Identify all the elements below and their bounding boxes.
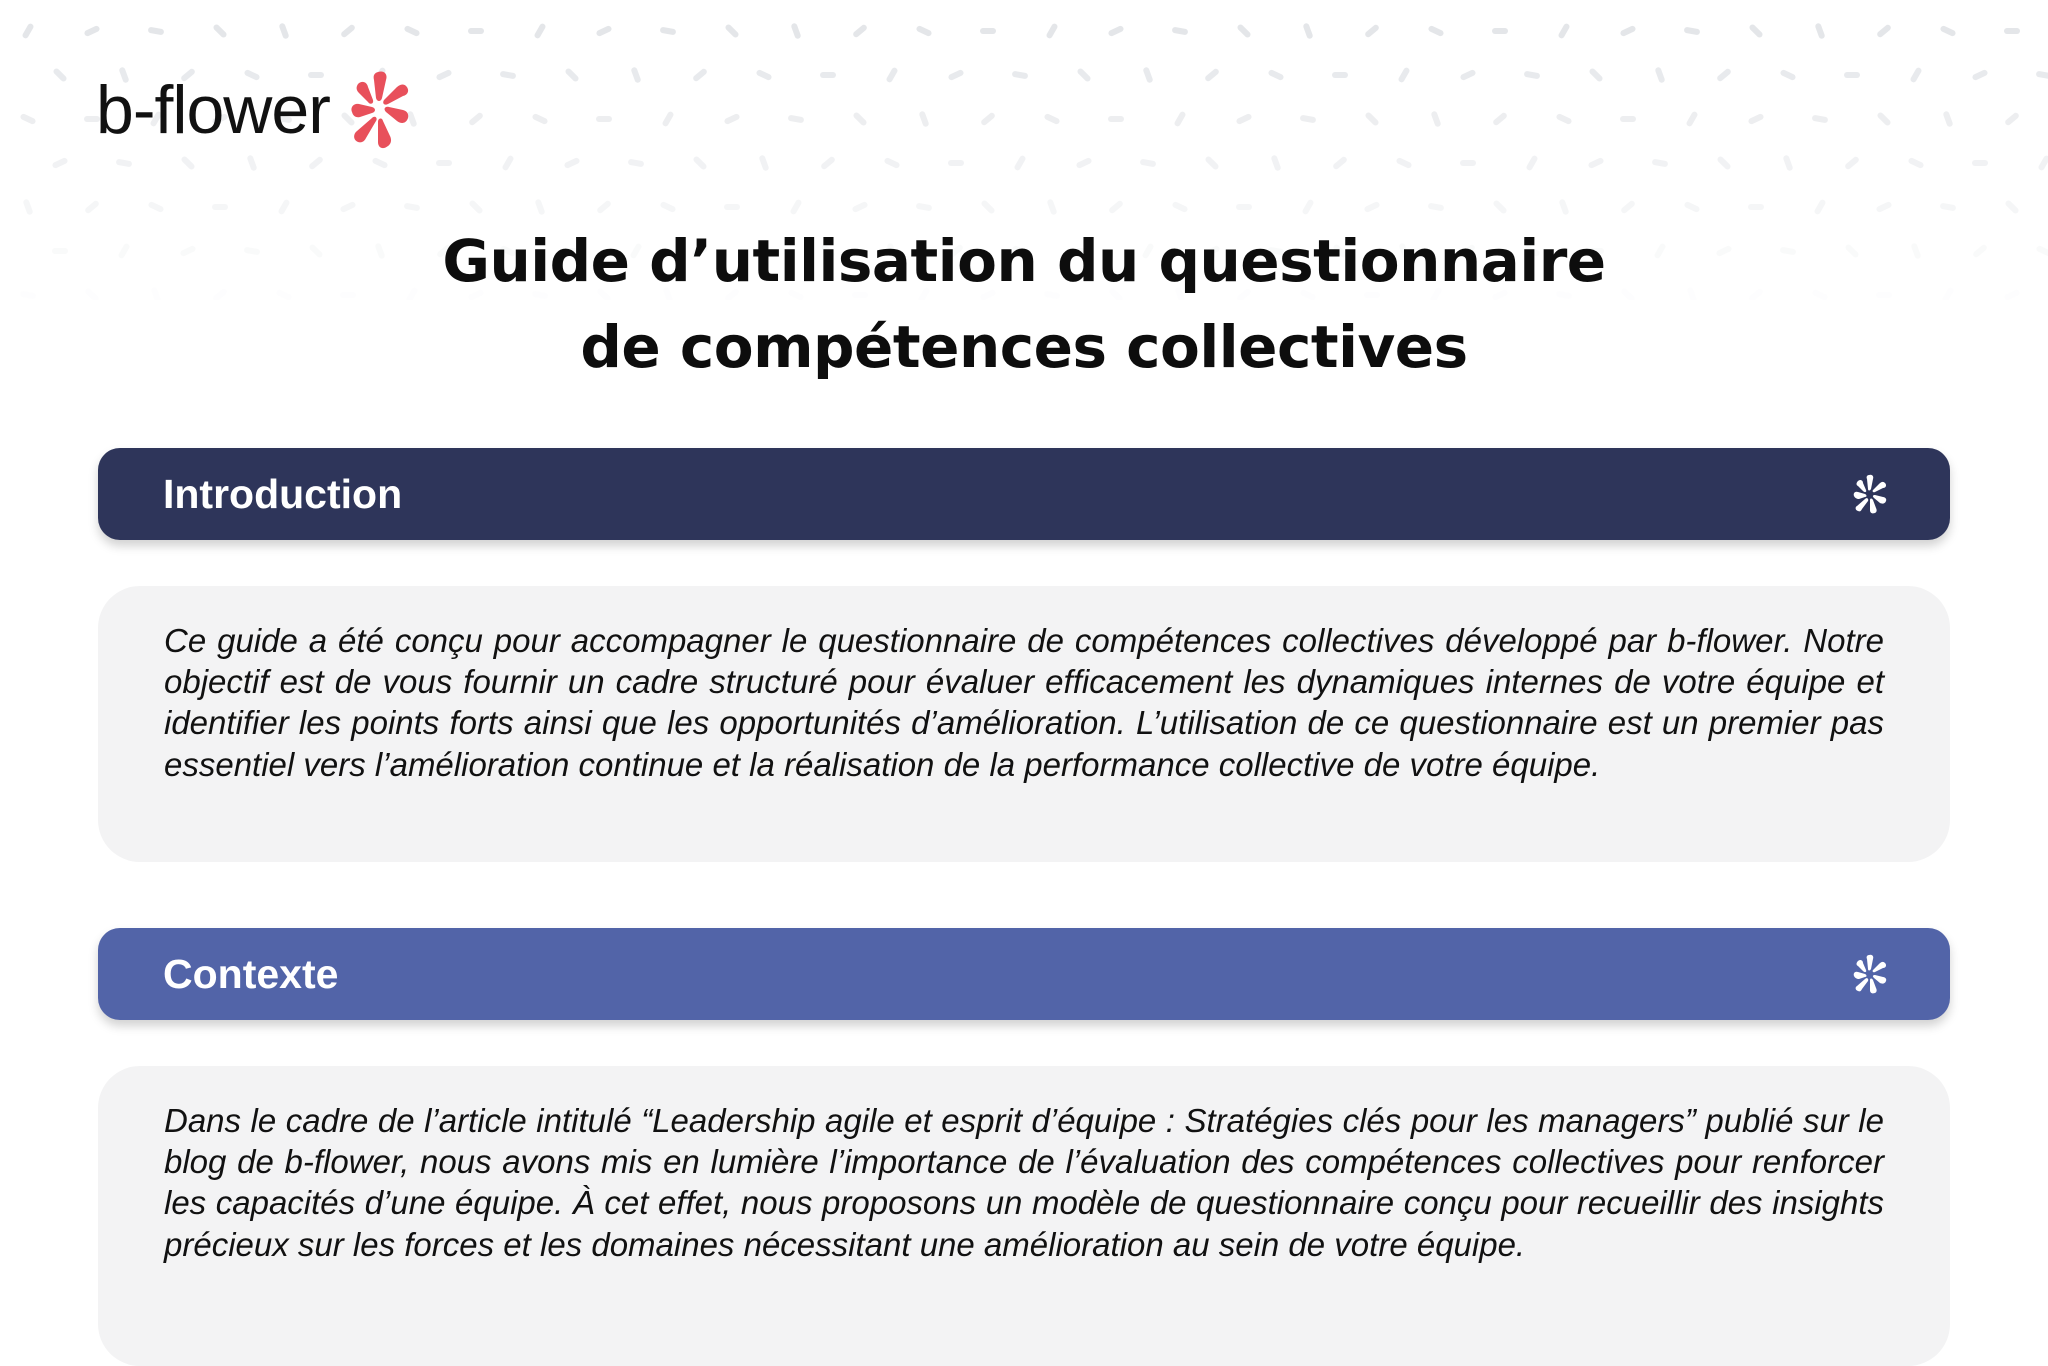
- pattern-dash: [1782, 154, 1793, 171]
- pattern-dash: [1652, 159, 1669, 168]
- pattern-dash: [1428, 203, 1445, 212]
- pattern-dash: [1140, 159, 1157, 168]
- pattern-dash: [1779, 69, 1796, 81]
- pattern-dash: [563, 157, 580, 169]
- section-text-introduction: Ce guide a été conçu pour accompagner le questionnaire de compétences collectives développé par b-flower. Notre objectif est de vous fournir un cadre structuré pour évaluer efficacement les dynamiques internes de votre équipe et identifier les points forts ainsi que les opportunités d’amélioration. L’utilisation de ce questionnaire est un premier pas essentiel vers l’amélioration continue et la réalisation de la performance collective de votre équipe.: [164, 622, 1884, 783]
- pattern-dash: [883, 157, 900, 169]
- pattern-dash: [1876, 111, 1892, 127]
- pattern-dash: [596, 116, 612, 122]
- pattern-dash: [1459, 69, 1476, 81]
- pattern-dash: [1684, 27, 1701, 36]
- pattern-dash: [660, 27, 677, 36]
- pattern-dash: [724, 23, 740, 39]
- pattern-dash: [2037, 155, 2048, 172]
- pattern-dash: [1812, 115, 1829, 124]
- pattern-dash: [852, 111, 868, 127]
- pattern-dash: [1620, 116, 1636, 122]
- pattern-dash: [724, 204, 740, 210]
- page-title-line-2: de compétences collectives: [580, 313, 1468, 381]
- pattern-dash: [1940, 203, 1957, 212]
- pattern-dash: [1654, 66, 1665, 83]
- pattern-dash: [2036, 71, 2048, 80]
- pattern-dash: [1395, 157, 1412, 169]
- pattern-dash: [19, 113, 36, 125]
- pattern-dash: [852, 24, 868, 39]
- pattern-dash: [1683, 201, 1700, 213]
- pattern-dash: [1492, 28, 1508, 34]
- pattern-dash: [1172, 27, 1189, 36]
- pattern-dash: [51, 157, 68, 169]
- pattern-dash: [1492, 112, 1508, 127]
- pattern-dash: [148, 27, 165, 36]
- pattern-dash: [1907, 157, 1924, 169]
- pattern-dash: [1364, 24, 1380, 39]
- pattern-dash: [1716, 68, 1732, 83]
- pattern-dash: [340, 24, 356, 39]
- pattern-dash: [885, 67, 898, 84]
- pattern-dash: [531, 113, 548, 125]
- pattern-dash: [947, 69, 964, 81]
- pattern-dash: [277, 199, 290, 216]
- pattern-dash: [820, 72, 836, 78]
- pattern-dash: [916, 203, 933, 212]
- pattern-dash: [1972, 160, 1988, 166]
- pattern-dash: [1620, 200, 1636, 215]
- pattern-dash: [659, 201, 676, 213]
- pattern-dash: [1909, 67, 1922, 84]
- pattern-dash: [22, 198, 33, 215]
- pattern-dash: [918, 110, 929, 127]
- pattern-dash: [1875, 201, 1892, 213]
- pattern-dash: [21, 23, 34, 40]
- pattern-dash: [1558, 198, 1569, 215]
- pattern-dash: [1971, 69, 1988, 81]
- pattern-dash: [371, 157, 388, 169]
- pattern-dash: [789, 199, 802, 216]
- pattern-dash: [758, 154, 769, 171]
- pattern-dash: [1363, 201, 1380, 213]
- section-title-introduction: Introduction: [163, 470, 403, 517]
- pattern-dash: [212, 204, 228, 210]
- section-header-contexte: [98, 928, 1950, 1020]
- pattern-dash: [1939, 25, 1956, 37]
- pattern-dash: [1844, 156, 1860, 171]
- pattern-dash: [1364, 111, 1380, 127]
- pattern-dash: [1108, 200, 1124, 215]
- pattern-dash: [692, 68, 708, 83]
- pattern-dash: [1045, 23, 1058, 40]
- pattern-dash: [661, 111, 674, 128]
- pattern-dash: [820, 156, 836, 171]
- pattern-dash: [533, 23, 546, 40]
- pattern-dash: [84, 200, 100, 215]
- pattern-dash: [278, 22, 289, 39]
- pattern-dash: [2004, 112, 2020, 127]
- pattern-dash: [1204, 68, 1220, 83]
- pattern-dash: [630, 66, 641, 83]
- pattern-dash: [1012, 71, 1029, 80]
- pattern-dash: [2004, 28, 2020, 34]
- pattern-dash: [1844, 72, 1860, 78]
- pattern-dash: [468, 199, 484, 215]
- pattern-dash: [790, 22, 801, 39]
- pattern-dash: [851, 201, 868, 213]
- pattern-dash: [1460, 160, 1476, 166]
- pattern-dash: [116, 159, 133, 168]
- pattern-dash: [52, 67, 68, 83]
- pattern-dash: [246, 154, 257, 171]
- pattern-dash: [436, 160, 452, 166]
- pattern-dash: [980, 199, 996, 215]
- section-header-introduction: [98, 448, 1950, 540]
- flower-asterisk-icon: [1852, 954, 1888, 994]
- pattern-dash: [1427, 25, 1444, 37]
- pattern-dash: [500, 71, 517, 80]
- pattern-dash: [1235, 113, 1252, 125]
- pattern-dash: [1173, 111, 1186, 128]
- pattern-dash: [1332, 156, 1348, 171]
- page-title: [0, 218, 2048, 390]
- pattern-dash: [1557, 23, 1570, 40]
- pattern-dash: [1748, 23, 1764, 39]
- section-text-contexte: Dans le cadre de l’article intitulé “Leadership agile et esprit d’équipe : Stratégies clés pour les managers” publié sur le blog de b-flower, nous avons mis en lumière l’importance de l’évaluation des compétences collectives pour renforcer les capacités d’une équipe. À cet effet, nous proposons un modèle de questionnaire conçu pour recueillir des insights précieux sur les forces et les domaines nécessitant une amélioration au sein de votre équipe.: [164, 1102, 1884, 1263]
- pattern-dash: [1813, 199, 1826, 216]
- section-title-contexte: Contexte: [163, 950, 339, 997]
- pattern-dash: [1107, 25, 1124, 37]
- pattern-dash: [1685, 111, 1698, 128]
- pattern-dash: [1270, 154, 1281, 171]
- pattern-dash: [1942, 110, 1953, 127]
- pattern-dash: [435, 69, 452, 81]
- pattern-dash: [1619, 25, 1636, 37]
- pattern-dash: [1171, 201, 1188, 213]
- pattern-dash: [83, 25, 100, 37]
- pattern-dash: [1587, 157, 1604, 169]
- pattern-dash: [1267, 69, 1284, 81]
- pattern-dash: [1236, 204, 1252, 210]
- pattern-dash: [501, 155, 514, 172]
- pattern-dash: [1046, 198, 1057, 215]
- pattern-dash: [564, 67, 580, 83]
- pattern-dash: [915, 25, 932, 37]
- pattern-dash: [755, 69, 772, 81]
- pattern-dash: [1492, 199, 1508, 215]
- pattern-dash: [1013, 155, 1026, 172]
- pattern-dash: [468, 112, 484, 127]
- logo-text: b-flower: [96, 72, 330, 148]
- pattern-dash: [339, 201, 356, 213]
- pattern-dash: [1430, 110, 1441, 127]
- pattern-dash: [980, 112, 996, 127]
- pattern-dash: [308, 156, 324, 171]
- pattern-dash: [1043, 113, 1060, 125]
- pattern-dash: [1075, 157, 1092, 169]
- pattern-dash: [692, 155, 708, 171]
- pattern-dash: [180, 155, 196, 171]
- pattern-dash: [1588, 67, 1604, 83]
- pattern-dash: [403, 25, 420, 37]
- section-body-introduction: [98, 586, 1950, 862]
- pattern-dash: [534, 198, 545, 215]
- pattern-dash: [1747, 113, 1764, 125]
- pattern-dash: [1332, 72, 1348, 78]
- pattern-dash: [1142, 66, 1153, 83]
- pattern-dash: [468, 28, 484, 34]
- pattern-dash: [1524, 71, 1541, 80]
- pattern-dash: [1876, 24, 1892, 39]
- pattern-dash: [1748, 204, 1764, 210]
- flower-asterisk-icon: [1852, 474, 1888, 514]
- pattern-dash: [596, 200, 612, 215]
- flower-asterisk-icon: [348, 68, 412, 152]
- pattern-dash: [1814, 22, 1825, 39]
- pattern-dash: [1300, 115, 1317, 124]
- pattern-dash: [1525, 155, 1538, 172]
- pattern-dash: [1302, 22, 1313, 39]
- pattern-dash: [1108, 116, 1124, 122]
- pattern-dash: [1236, 23, 1252, 39]
- pattern-dash: [788, 115, 805, 124]
- pattern-dash: [628, 159, 645, 168]
- pattern-dash: [948, 160, 964, 166]
- pattern-dash: [1204, 155, 1220, 171]
- pattern-dash: [1555, 113, 1572, 125]
- pattern-dash: [404, 203, 421, 212]
- pattern-dash: [1076, 67, 1092, 83]
- section-body-contexte: [98, 1066, 1950, 1366]
- pattern-dash: [212, 23, 228, 39]
- pattern-dash: [1301, 199, 1314, 216]
- pattern-dash: [980, 28, 996, 34]
- pattern-dash: [1716, 155, 1732, 171]
- logo: [96, 68, 412, 152]
- pattern-dash: [147, 201, 164, 213]
- page-title-line-1: Guide d’utilisation du questionnaire: [442, 227, 1606, 295]
- pattern-dash: [723, 113, 740, 125]
- pattern-dash: [1397, 67, 1410, 84]
- pattern-dash: [2004, 199, 2020, 215]
- pattern-dash: [595, 25, 612, 37]
